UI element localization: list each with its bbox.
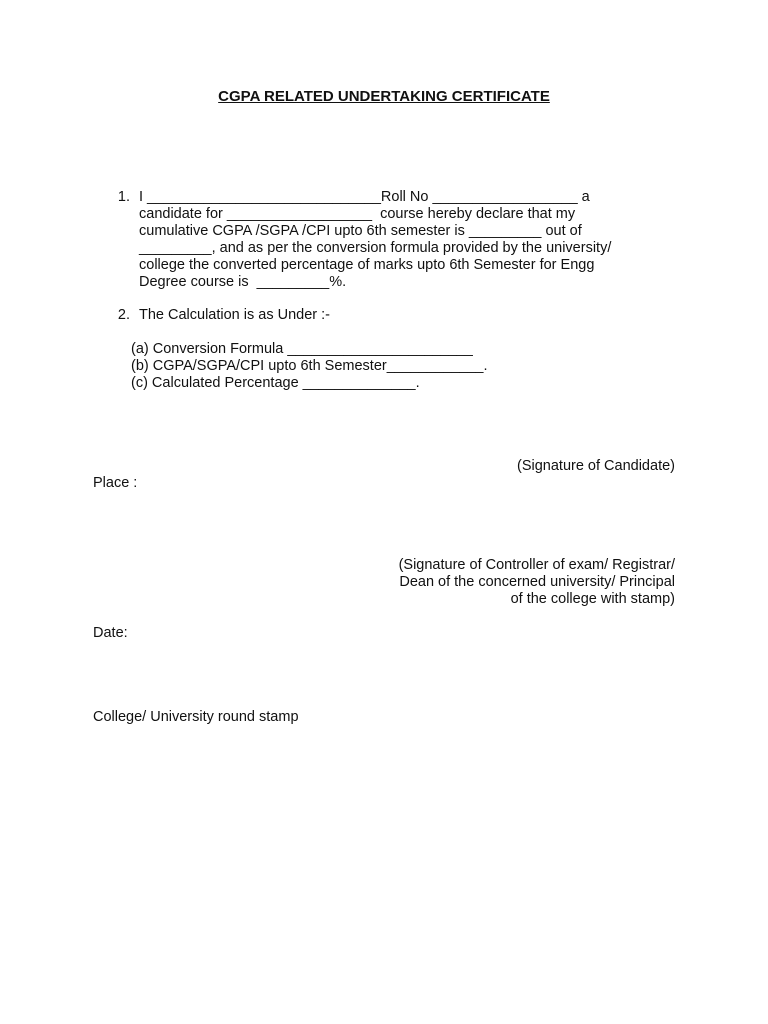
subitem-a: (a) Conversion Formula _______________________	[131, 341, 473, 357]
signature-candidate-label: (Signature of Candidate)	[517, 458, 675, 474]
item-1-line-6: Degree course is _________%.	[139, 274, 347, 290]
item-1-line-3: cumulative CGPA /SGPA /CPI upto 6th semester is _________ out of	[139, 223, 582, 239]
item-1-line-5: college the converted percentage of marks upto 6th Semester for Engg	[139, 257, 595, 273]
signature-controller-line-1: (Signature of Controller of exam/ Registrar/	[398, 557, 675, 573]
page-title: CGPA RELATED UNDERTAKING CERTIFICATE	[218, 88, 550, 105]
item-2-number: 2.	[117, 307, 130, 323]
item-1-number: 1.	[117, 189, 130, 205]
date-label: Date:	[93, 625, 128, 641]
item-1-line-1: I _____________________________Roll No __________________ a	[139, 189, 590, 205]
place-label: Place :	[93, 475, 138, 491]
item-1-line-2: candidate for __________________ course hereby declare that my	[139, 206, 576, 222]
subitem-c: (c) Calculated Percentage ______________.	[131, 375, 420, 391]
item-1-line-4: _________, and as per the conversion formula provided by the university/	[139, 240, 612, 256]
item-2-text: The Calculation is as Under :-	[139, 307, 330, 323]
subitem-b: (b) CGPA/SGPA/CPI upto 6th Semester____________.	[131, 358, 488, 374]
signature-controller-line-3: of the college with stamp)	[510, 591, 675, 607]
signature-controller-line-2: Dean of the concerned university/ Principal	[399, 574, 675, 590]
stamp-label: College/ University round stamp	[93, 709, 299, 725]
